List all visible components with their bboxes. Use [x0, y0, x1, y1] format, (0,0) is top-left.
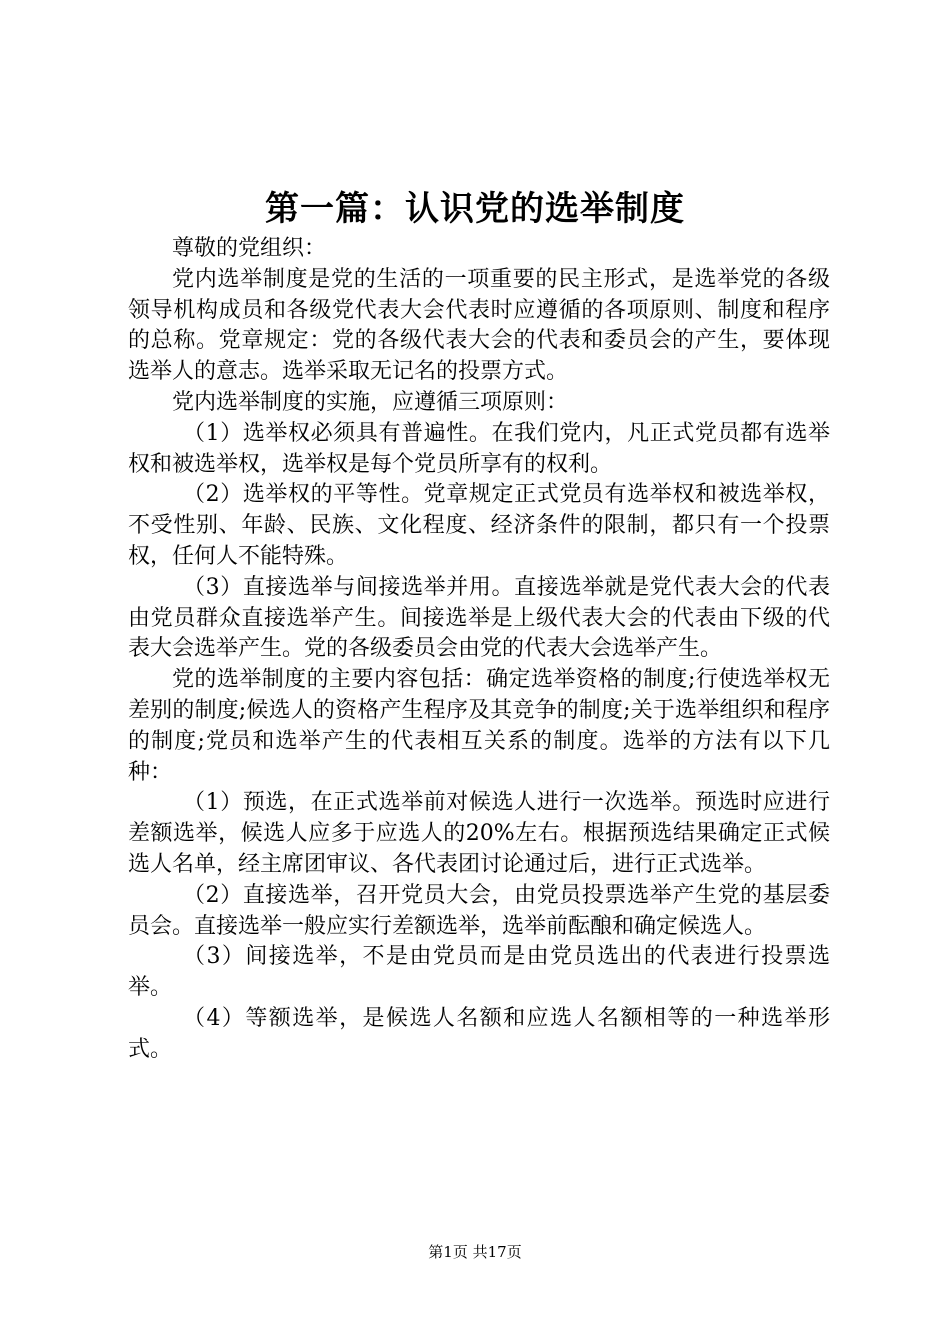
- paragraph: 党内选举制度是党的生活的一项重要的民主形式，是选举党的各级领导机构成员和各级党代表大会代表时应遵循的各项原则、制度和程序的总称。党章规定：党的各级代表大会的代表和委员会的产生，要体现选举人的意志。选举采取无记名的投票方式。: [128, 266, 830, 385]
- paragraph: 党内选举制度的实施，应遵循三项原则：: [172, 389, 569, 415]
- list-item: （1）选举权必须具有普遍性。在我们党内，凡正式党员都有选举权和被选举权，选举权是每个党员所享有的权利。: [128, 420, 830, 477]
- salutation: 尊敬的党组织：: [172, 236, 327, 261]
- list-item: （2）选举权的平等性。党章规定正式党员有选举权和被选举权，不受性别、年龄、民族、文化程度、经济条件的限制，都只有一个投票权，任何人不能特殊。: [128, 482, 830, 569]
- list-item: （2）直接选举，召开党员大会，由党员投票选举产生党的基层委员会。直接选举一般应实行差额选举，选举前酝酿和确定候选人。: [128, 882, 830, 939]
- list-item: （3）直接选举与间接选举并用。直接选举就是党代表大会的代表由党员群众直接选举产生。间接选举是上级代表大会的代表由下级的代表大会选举产生。党的各级委员会由党的代表大会选举产生。: [128, 574, 830, 662]
- list-item: （4）等额选举，是候选人名额和应选人名额相等的一种选举形式。: [128, 1005, 830, 1062]
- document-title: 第一篇：认识党的选举制度: [265, 189, 685, 229]
- document-body: [128, 234, 830, 1066]
- list-item: （1）预选，在正式选举前对候选人进行一次选举。预选时应进行差额选举，候选人应多于应选人的20%左右。根据预选结果确定正式候选人名单，经主席团审议、各代表团讨论通过后，进行正式选举。: [128, 790, 830, 877]
- list-item: （3）间接选举，不是由党员而是由党员选出的代表进行投票选举。: [128, 944, 830, 1001]
- paragraph: 党的选举制度的主要内容包括：确定选举资格的制度;行使选举权无差别的制度;候选人的资格产生程序及其竞争的制度;关于选举组织和程序的制度;党员和选举产生的代表相互关系的制度。选举的方法有以下几种：: [128, 667, 830, 785]
- page-number: 第1页 共17页: [428, 1243, 522, 1261]
